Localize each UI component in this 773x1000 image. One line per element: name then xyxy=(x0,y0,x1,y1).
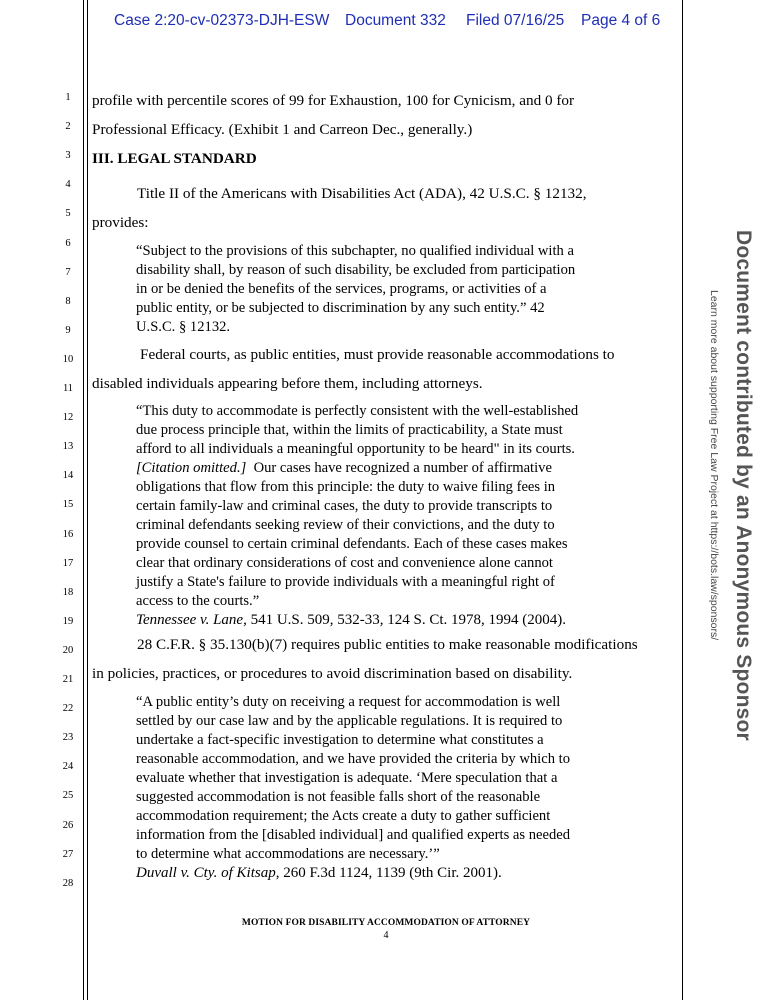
document-number: Document 332 xyxy=(345,12,446,29)
sponsor-link-text[interactable]: Learn more about supporting Free Law Project at https://bots.law/sponsors/ xyxy=(708,290,720,641)
body-line-10: Federal courts, as public entities, must provide reasonable accommodations to xyxy=(140,346,615,363)
block-quote-ada xyxy=(136,242,676,337)
line-number: 19 xyxy=(62,615,74,627)
quote-line: clear that ordinary considerations of cost and convenience alone cannot xyxy=(136,555,553,571)
quote-line: certain family-law and criminal cases, the duty to provide transcripts to xyxy=(136,498,553,514)
line-number: 27 xyxy=(62,848,74,860)
line-number: 26 xyxy=(62,819,74,831)
citation-omitted: [Citation omitted.] xyxy=(136,460,247,476)
quote-line: justify a State's failure to provide individuals with a meaningful right of xyxy=(136,574,555,590)
sponsor-watermark: Document contributed by an Anonymous Sponsor xyxy=(732,230,755,741)
quote-line: reasonable accommodation, and we have provided the criteria by which to xyxy=(136,751,571,767)
quote-line: settled by our case law and by the applicable regulations. It is required to xyxy=(136,713,563,729)
footer-title: MOTION FOR DISABILITY ACCOMMODATION OF ATTORNEY xyxy=(241,918,531,928)
line-number: 6 xyxy=(65,237,71,249)
line-number: 25 xyxy=(62,790,74,802)
quote-line: disability shall, by reason of such disability, be excluded from participation xyxy=(136,262,576,278)
filed-date: Filed 07/16/25 xyxy=(466,12,565,29)
line-number: 1 xyxy=(65,92,71,103)
quote-line: suggested accommodation is not feasible falls short of the reasonable xyxy=(136,789,541,805)
case-number: Case 2:20-cv-02373-DJH-ESW xyxy=(114,12,330,29)
line-number: 21 xyxy=(62,674,74,685)
line-number: 22 xyxy=(62,703,74,715)
case-citation: Tennessee v. Lane, 541 U.S. 509, 532-33, 124 S. Ct. 1978, 1994 (2004). xyxy=(136,612,567,628)
right-margin-rule xyxy=(682,0,683,1000)
quote-line: public entity, or be subjected to discrimination by any such entity.” 42 xyxy=(136,300,545,316)
quote-line: to determine what accommodations are necessary.’” xyxy=(136,846,440,862)
left-margin-rule-inner xyxy=(87,0,88,1000)
line-number: 23 xyxy=(62,732,74,744)
body-line-4: Title II of the Americans with Disabilities Act (ADA), 42 U.S.C. § 12132, xyxy=(137,185,587,202)
quote-line: information from the [disabled individual] and qualified experts as needed xyxy=(136,827,571,843)
line-number: 18 xyxy=(62,586,74,598)
footer-page-number: 4 xyxy=(383,930,389,941)
page-indicator: Page 4 of 6 xyxy=(581,12,661,29)
line-number: 15 xyxy=(62,499,74,511)
line-number: 13 xyxy=(62,441,74,453)
quote-line: “This duty to accommodate is perfectly consistent with the well-established xyxy=(136,403,579,419)
line-number: 12 xyxy=(62,412,74,424)
line-number: 17 xyxy=(62,557,74,569)
line-number: 5 xyxy=(65,208,71,220)
quote-line: provide counsel to certain criminal defendants. Each of these cases makes xyxy=(136,536,568,552)
line-number: 8 xyxy=(65,295,71,307)
quote-line: U.S.C. § 12132. xyxy=(136,319,231,335)
line-number: 14 xyxy=(62,470,74,482)
case-name: Tennessee v. Lane xyxy=(136,612,244,628)
line-number: 28 xyxy=(62,877,74,889)
quote-line: “A public entity’s duty on receiving a request for accommodation is well xyxy=(136,694,561,710)
quote-line: in or be denied the benefits of the services, programs, or activities of a xyxy=(136,281,547,297)
quote-line: obligations that flow from this principle: the duty to waive filing fees in xyxy=(136,479,556,495)
quote-line: accommodation requirement; the Acts create a duty to gather sufficient xyxy=(136,808,551,824)
section-heading: III. LEGAL STANDARD xyxy=(92,150,257,167)
quote-line: evaluate whether that investigation is adequate. ‘Mere speculation that a xyxy=(136,770,558,786)
quote-line: [Citation omitted.] Our cases have recognized a number of affirmative xyxy=(136,460,552,476)
quote-line: due process principle that, within the limits of practicability, a State must xyxy=(136,422,563,438)
line-number: 11 xyxy=(62,383,74,394)
line-number: 3 xyxy=(65,150,71,162)
line-number: 20 xyxy=(62,644,74,656)
quote-line: criminal defendants seeking review of their convictions, and the duty to xyxy=(136,517,555,533)
block-quote-lane xyxy=(136,402,676,630)
body-line-1: profile with percentile scores of 99 for Exhaustion, 100 for Cynicism, and 0 for xyxy=(92,92,575,109)
block-quote-duvall xyxy=(136,693,676,883)
quote-line: access to the courts.” xyxy=(136,593,260,609)
case-name: Duvall v. Cty. of Kitsap xyxy=(136,865,276,881)
body-line-21: in policies, practices, or procedures to avoid discrimination based on disability. xyxy=(92,665,573,682)
body-line-11: disabled individuals appearing before them, including attorneys. xyxy=(92,375,483,392)
line-number: 10 xyxy=(62,353,74,365)
quote-line: afford to all individuals a meaningful opportunity to be heard" in its courts. xyxy=(136,441,575,457)
line-number: 24 xyxy=(62,761,74,773)
line-number: 9 xyxy=(65,324,71,336)
line-number: 2 xyxy=(65,121,71,133)
case-citation: Duvall v. Cty. of Kitsap, 260 F.3d 1124, 1139 (9th Cir. 2001). xyxy=(136,865,502,881)
line-number: 16 xyxy=(62,528,74,540)
body-line-2: Professional Efficacy. (Exhibit 1 and Carreon Dec., generally.) xyxy=(92,121,473,138)
quote-line: “Subject to the provisions of this subchapter, no qualified individual with a xyxy=(136,243,574,259)
left-margin-rule-outer xyxy=(83,0,84,1000)
line-number: 4 xyxy=(65,179,71,191)
case-header xyxy=(0,12,773,34)
quote-line: undertake a fact-specific investigation to determine what constitutes a xyxy=(136,732,544,748)
body-line-20: 28 C.F.R. § 35.130(b)(7) requires public entities to make reasonable modifications xyxy=(137,636,638,653)
line-number: 7 xyxy=(65,266,71,278)
body-line-5: provides: xyxy=(92,214,149,231)
